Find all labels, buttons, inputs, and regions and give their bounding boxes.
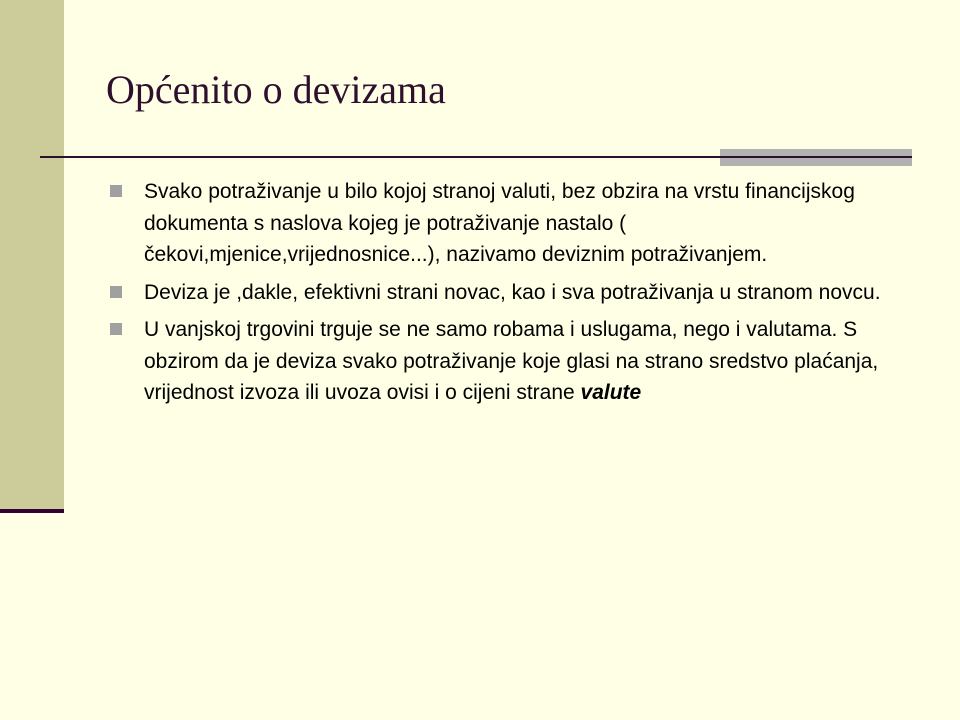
bullet-item	[106, 277, 906, 309]
left-decorative-band	[0, 0, 64, 512]
left-band-underline	[0, 509, 64, 513]
bullet-text: Deviza je ,dakle, efektivni strani novac, kao i sva potraživanja u stranom novcu.	[144, 280, 881, 304]
bullet-emphasis: valute	[580, 381, 642, 404]
square-bullet-icon	[110, 286, 122, 298]
bullet-list	[106, 176, 906, 415]
bullet-item	[106, 314, 906, 409]
square-bullet-icon	[110, 323, 122, 335]
bullet-item	[106, 176, 906, 271]
bullet-text: Svako potraživanje u bilo kojoj stranoj valuti, bez obzira na vrstu financijskog dokumenta s naslova kojeg je potraživanje nastalo ( čekovi,mjenice,vrijednosnice...), nazivamo deviznim potraživanjem.	[144, 180, 855, 266]
slide-title: Općenito o devizama	[106, 67, 446, 112]
square-bullet-icon	[110, 185, 122, 197]
bullet-text: U vanjskoj trgovini trguje se ne samo robama i uslugama, nego i valutama. S obzirom da je deviza svako potraživanje koje glasi na strano sredstvo plaćanja, vrijednost izvoza ili uvoza ovisi i o cijeni strane	[144, 318, 879, 404]
title-divider-accent	[720, 149, 912, 166]
